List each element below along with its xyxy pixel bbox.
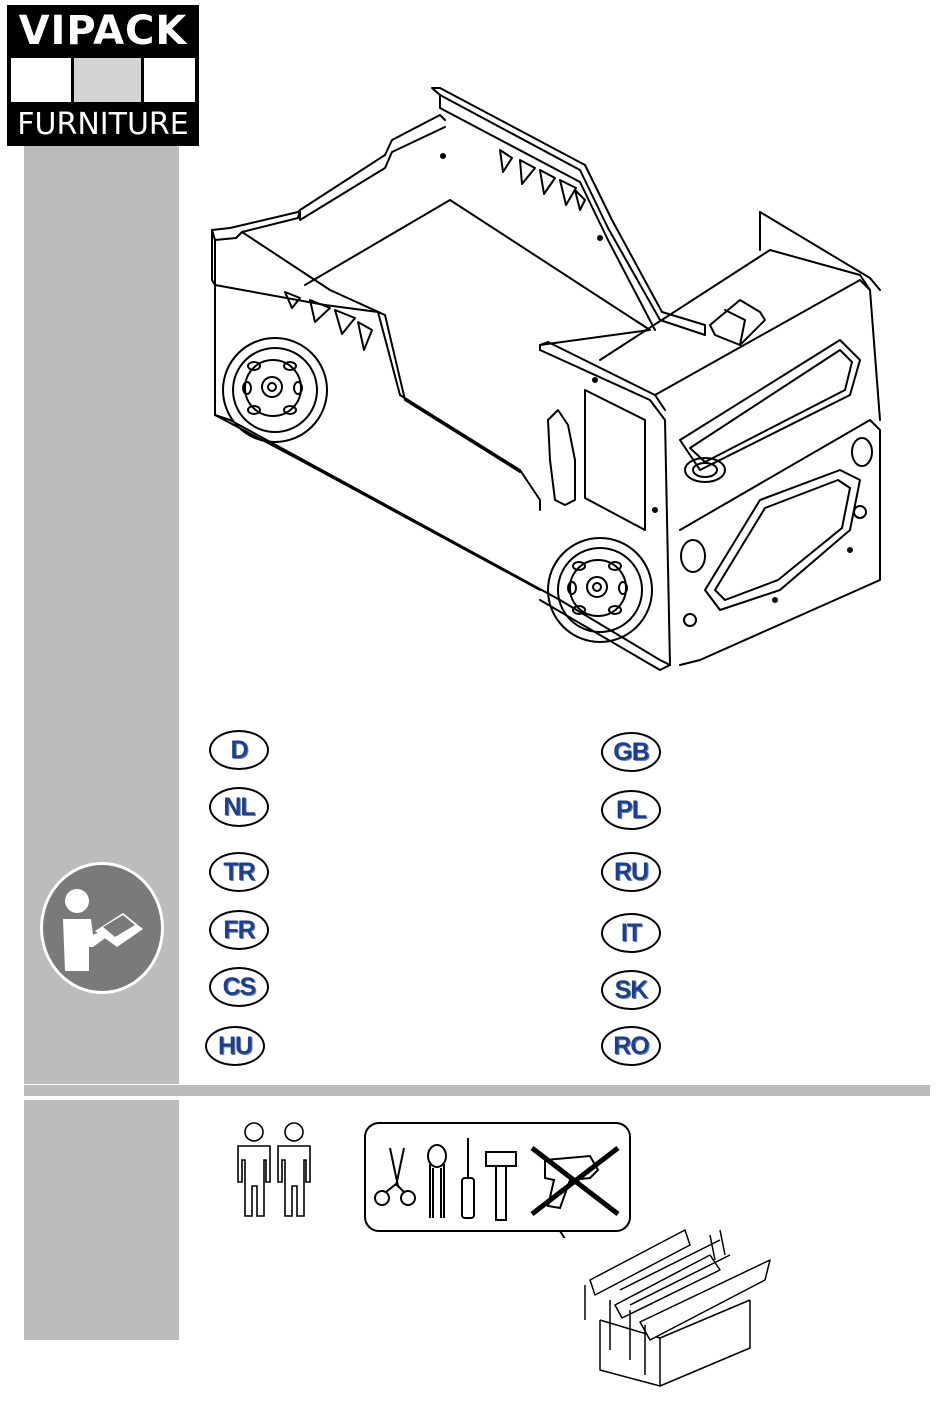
lang-badge-gb: GB [601, 732, 661, 772]
lang-badge-nl: NL [209, 787, 269, 827]
read-manual-icon [40, 862, 164, 994]
lang-badge-hu: HU [205, 1026, 265, 1066]
lang-badge-pl: PL [601, 790, 661, 830]
lang-badge-cs: CS [209, 967, 269, 1007]
car-bed-illustration [200, 80, 920, 700]
two-persons-icon [230, 1120, 320, 1220]
lang-badge-ro: RO [601, 1026, 661, 1066]
brand-name: VIPACK [18, 8, 188, 54]
logo-blocks [11, 58, 195, 102]
lang-badge-it: IT [601, 913, 661, 953]
lang-badge-d: D [209, 730, 269, 770]
sidebar-bottom [24, 1100, 179, 1340]
brand-tagline: FURNITURE [17, 107, 189, 142]
lang-badge-fr: FR [209, 910, 269, 950]
toolbox-icon [560, 1200, 780, 1390]
lang-badge-ru: RU [601, 852, 661, 892]
section-divider [24, 1085, 930, 1096]
lang-badge-sk: SK [601, 970, 661, 1010]
lang-badge-tr: TR [209, 852, 269, 892]
brand-logo [7, 5, 199, 146]
